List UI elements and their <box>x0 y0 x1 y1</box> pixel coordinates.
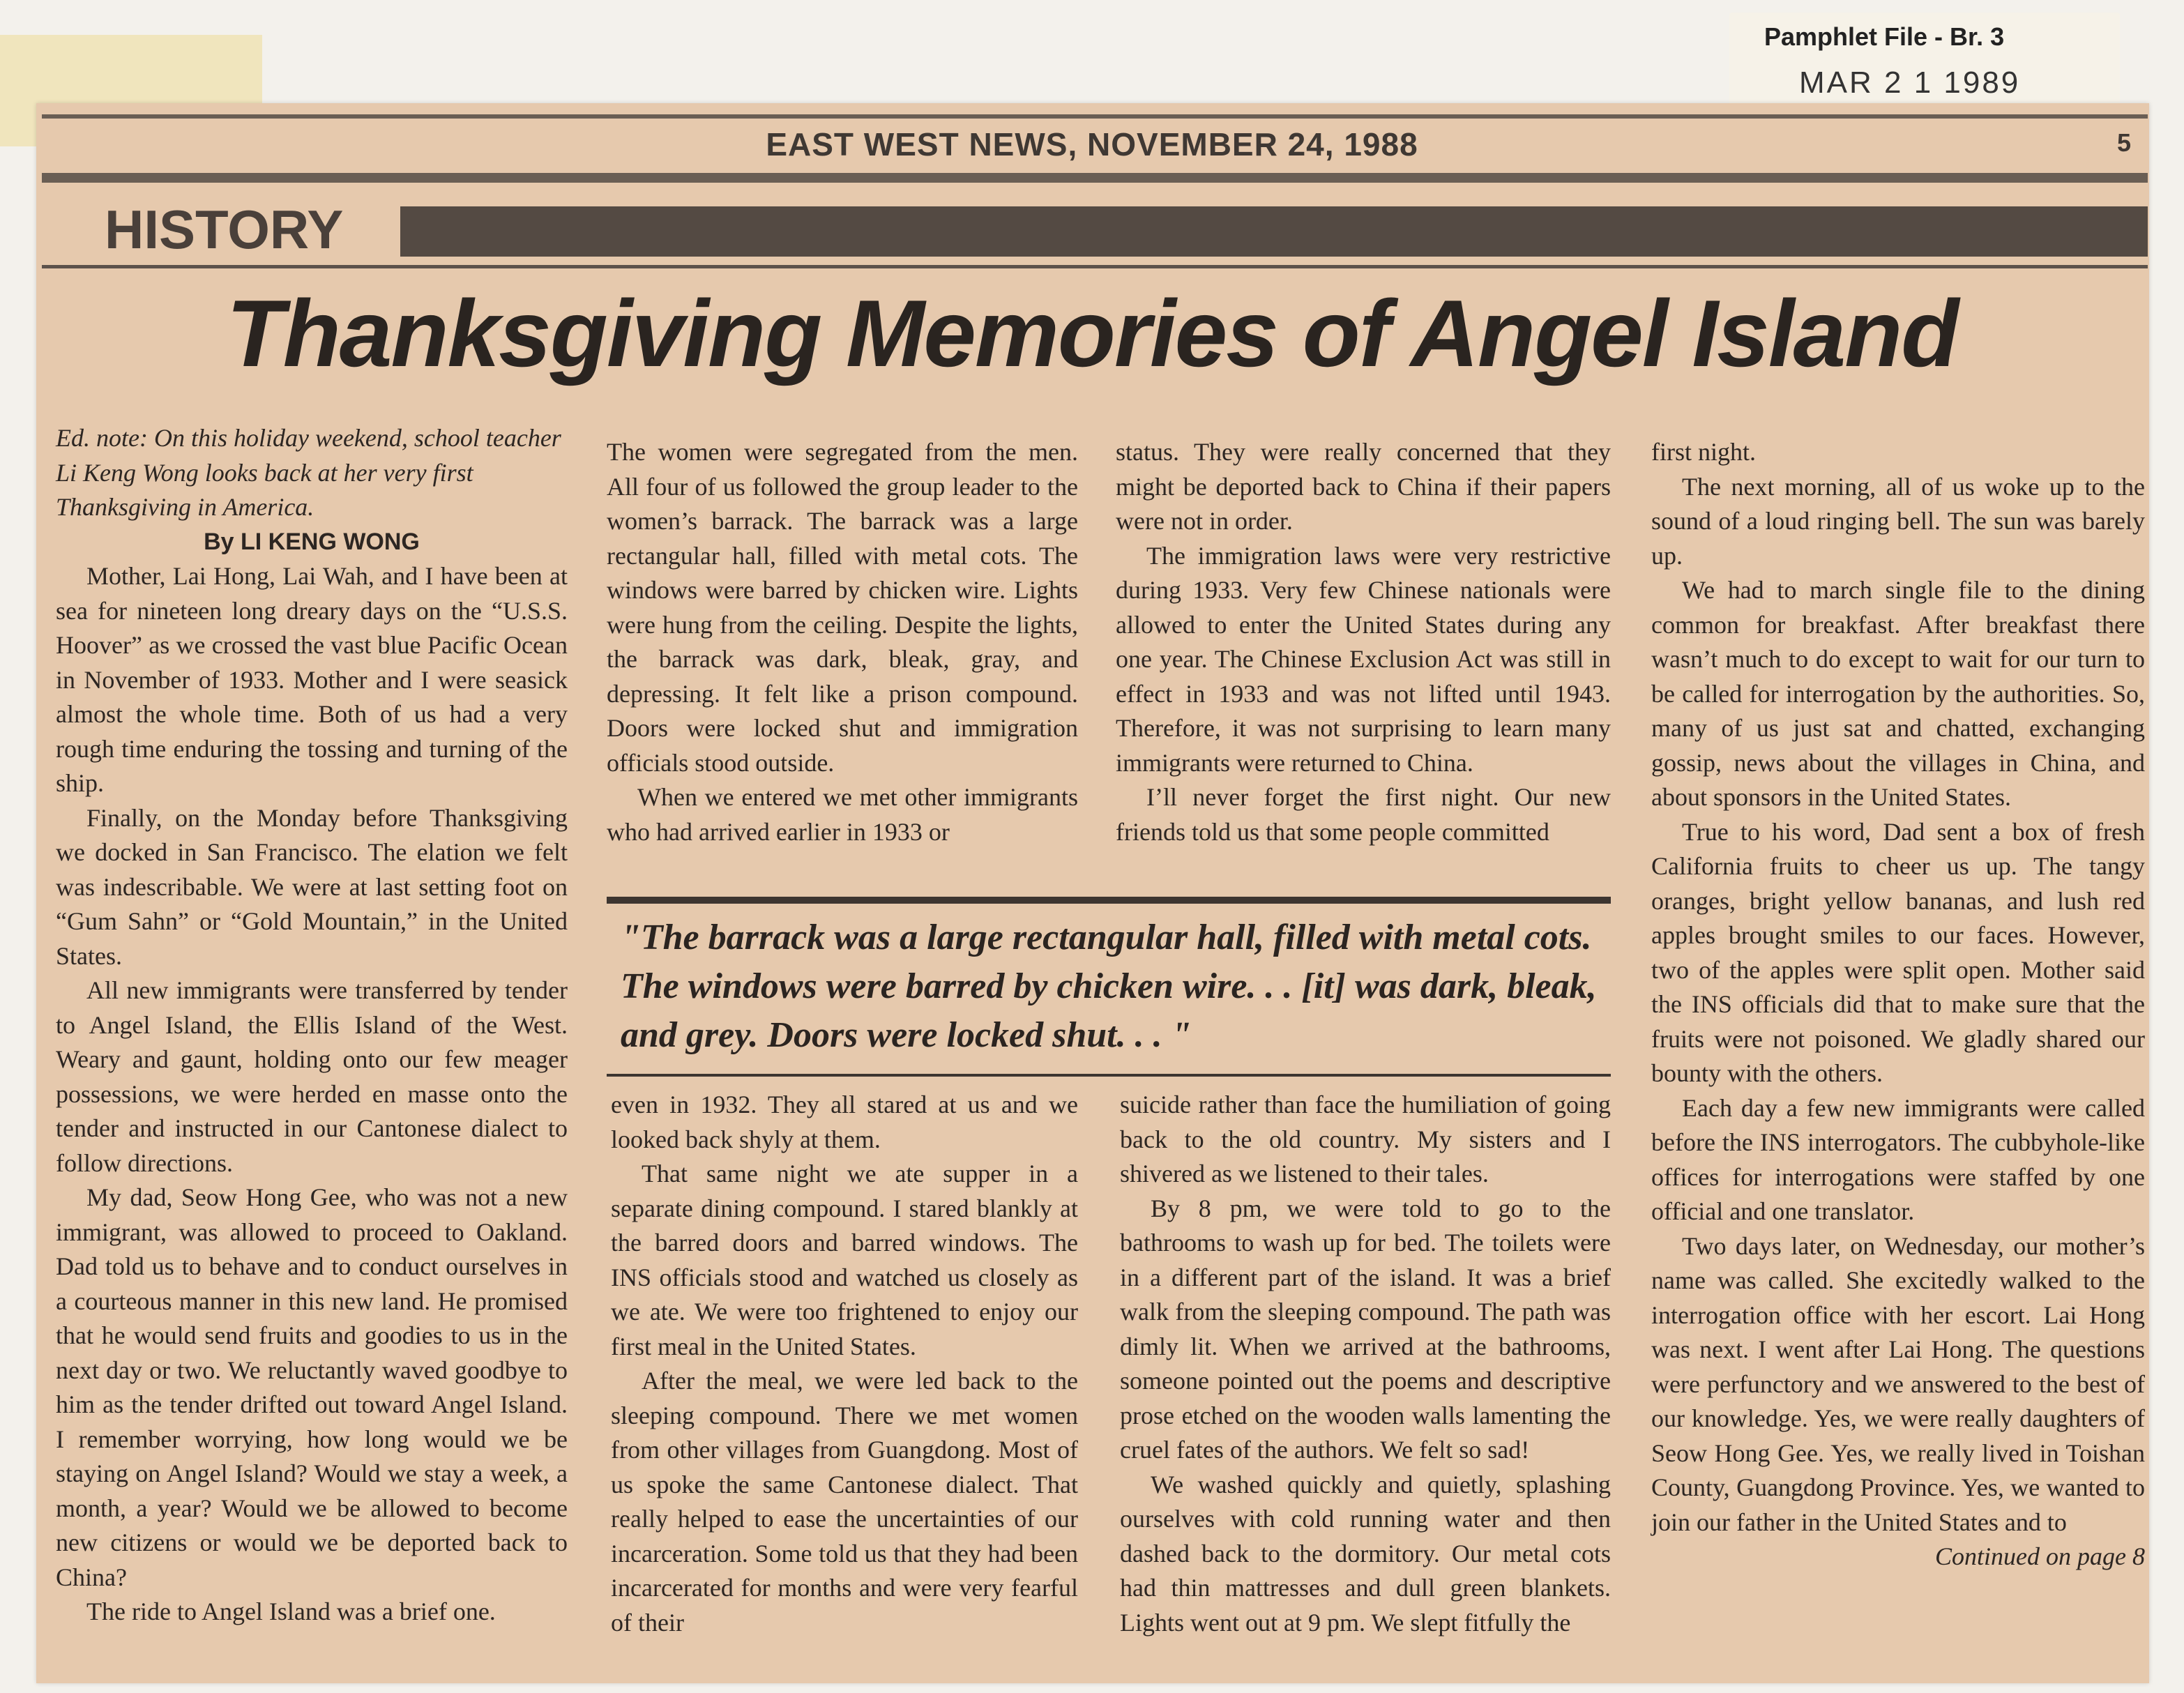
paragraph: status. They were really concerned that they might be deported back to China if their papers were not in order. <box>1116 438 1611 535</box>
stamp-date: MAR 2 1 1989 <box>1799 66 2021 100</box>
paragraph: The next morning, all of us woke up to the sound of a loud ringing bell. The sun was barely up. <box>1651 472 2145 570</box>
paragraph: True to his word, Dad sent a box of fresh California fruits to cheer us up. The tangy oranges, bright yellow bananas, and lush red apples brought smiles to our faces. However, two of the apples were split open. Mother said the INS officials did that to make sure that the fruits were not poisoned. We gladly shared our bounty with the others. <box>1651 817 2145 1087</box>
column-2-bottom <box>611 1088 1078 1640</box>
paragraph: That same night we ate supper in a separate dining compound. I stared blankly at the barred doors and barred windows. The INS officials stood and watched us closely as we ate. We were too frightened to enjoy our first meal in the United States. <box>611 1160 1078 1360</box>
paragraph: I’ll never forget the first night. Our new friends told us that some people committed <box>1116 783 1611 846</box>
page-number: 5 <box>2117 128 2132 157</box>
section-underline <box>42 265 2148 268</box>
masthead-bottom-rule <box>42 173 2148 183</box>
paragraph: We had to march single file to the dining common for breakfast. After breakfast there wasn’t much to do except to wait for our turn to be called for interrogation by the authorities. So, many of us just sat and chatted, exchanging gossip, news about the villages in China, and about sponsors in the United States. <box>1651 576 2145 811</box>
headline: Thanksgiving Memories of Angel Island <box>226 280 1958 386</box>
column-3-bottom <box>1120 1088 1611 1640</box>
paragraph: After the meal, we were led back to the sleeping compound. There we met women from other villages from Guangdong. Most of us spoke the same Cantonese dialect. That really helped to ease the uncertainties of our incarceration. Some told us that they had been incarcerated for months and were very fearful of their <box>611 1367 1078 1637</box>
pullquote-bottom-rule <box>607 1074 1611 1077</box>
paragraph: When we entered we met other immigrants who had arrived earlier in 1933 or <box>607 783 1078 846</box>
paragraph: The immigration laws were very restrictive during 1933. Very few Chinese nationals were allowed to enter the United States during any one year. The Chinese Exclusion Act was still in effect in 1933 and was not lifted until 1943. Therefore, it was not surprising to learn many immigrants were returned to China. <box>1116 541 1611 777</box>
section-bar <box>400 206 2148 257</box>
paragraph: even in 1932. They all stared at us and we looked back shyly at them. <box>611 1091 1078 1153</box>
pullquote-top-rule <box>607 897 1611 904</box>
paragraph: By 8 pm, we were told to go to the bathrooms to wash up for bed. The toilets were in a different part of the island. It was a brief walk from the sleeping compound. The path was dimly lit. When we arrived at the bathrooms, someone pointed out the poems and descriptive prose etched on the wooden walls lamenting the cruel fates of the authors. We felt so sad! <box>1120 1194 1611 1464</box>
paragraph: We washed quickly and quietly, splashing ourselves with cold running water and then dashed back to the dormitory. Our metal cots had thin mattresses and dull green blankets. Lights went out at 9 pm. We slept fitfully the <box>1120 1470 1611 1637</box>
paragraph: My dad, Seow Hong Gee, who was not a new immigrant, was allowed to proceed to Oakland. Dad told us to behave and to conduct ourselves in a courteous manner in this new land. He promised that he would send fruits and goodies to us in the next day or two. We reluctantly waved goodbye to him as the tender drifted out toward Angel Island. I remember worrying, how long would we be staying on Angel Island? Would we stay a week, a month, a year? Would we be allowed to become new citizens or would we be deported back to China? <box>56 1183 568 1591</box>
paragraph: Each day a few new immigrants were called before the INS interrogators. The cubbyhole-like offices for interrogations were staffed by one official and one translator. <box>1651 1093 2145 1225</box>
column-3-top <box>1116 435 1611 849</box>
section-label: HISTORY <box>105 199 344 260</box>
masthead-top-rule <box>42 114 2148 119</box>
column-4 <box>1651 435 2145 1574</box>
stamp-label: Pamphlet File - Br. 3 <box>1764 22 2005 51</box>
continued-note: Continued on page 8 <box>1935 1542 2145 1570</box>
paragraph: Two days later, on Wednesday, our mother’s name was called. She excitedly walked to the interrogation office with her escort. Lai Hong was next. I went after Lai Hong. The questions were perfunctory and we answered to the best of our knowledge. Yes, we were really daughters of Seow Hong Gee. Yes, we really lived in Toishan County, Guangdong Province. Yes, we wanted to join our father in the United States and to <box>1651 1231 2145 1536</box>
paragraph: The women were segregated from the men. All four of us followed the group leader to the women’s barrack. The barrack was a large rectangular hall, filled with metal cots. The windows were barred by chicken wire. Lights were hung from the ceiling. Despite the lights, the barrack was dark, bleak, gray, and depressing. It felt like a prison compound. Doors were locked shut and immigration officials stood outside. <box>607 438 1078 777</box>
paragraph: Finally, on the Monday before Thanksgiving we docked in San Francisco. The elation we felt was indescribable. We were at last setting foot on “Gum Sahn” or “Gold Mountain,” in the United States. <box>56 803 568 970</box>
paragraph: first night. <box>1651 438 1756 466</box>
pull-quote: "The barrack was a large rectangular hall, filled with metal cots. The windows were barred by chicken wire. . . [it] was dark, bleak, and grey. Doors were locked shut. . . " <box>621 918 1597 1055</box>
column-2-top <box>607 435 1078 849</box>
editor-note: Ed. note: On this holiday weekend, school teacher Li Keng Wong looks back at her very first Thanksgiving in America. <box>56 424 561 521</box>
paragraph: All new immigrants were transferred by tender to Angel Island, the Ellis Island of the West. Weary and gaunt, holding onto our few meager possessions, we were herded en masse onto the tender and instructed in our Cantonese dialect to follow directions. <box>56 976 568 1177</box>
column-1 <box>56 421 568 1630</box>
masthead: EAST WEST NEWS, NOVEMBER 24, 1988 <box>766 126 1418 162</box>
byline: By LI KENG WONG <box>204 528 420 555</box>
paragraph: The ride to Angel Island was a brief one. <box>86 1597 496 1625</box>
paragraph: suicide rather than face the humiliation of going back to the old country. My sisters and I shivered as we listened to their tales. <box>1120 1091 1611 1187</box>
pamphlet-file-stamp <box>1729 13 2120 117</box>
paragraph: Mother, Lai Hong, Lai Wah, and I have been at sea for nineteen long dreary days on the “U.S.S. Hoover” as we crossed the vast blue Pacific Ocean in November of 1933. Mother and I were seasick almost the whole time. Both of us had a very rough time enduring the tossing and turning of the ship. <box>56 562 568 797</box>
